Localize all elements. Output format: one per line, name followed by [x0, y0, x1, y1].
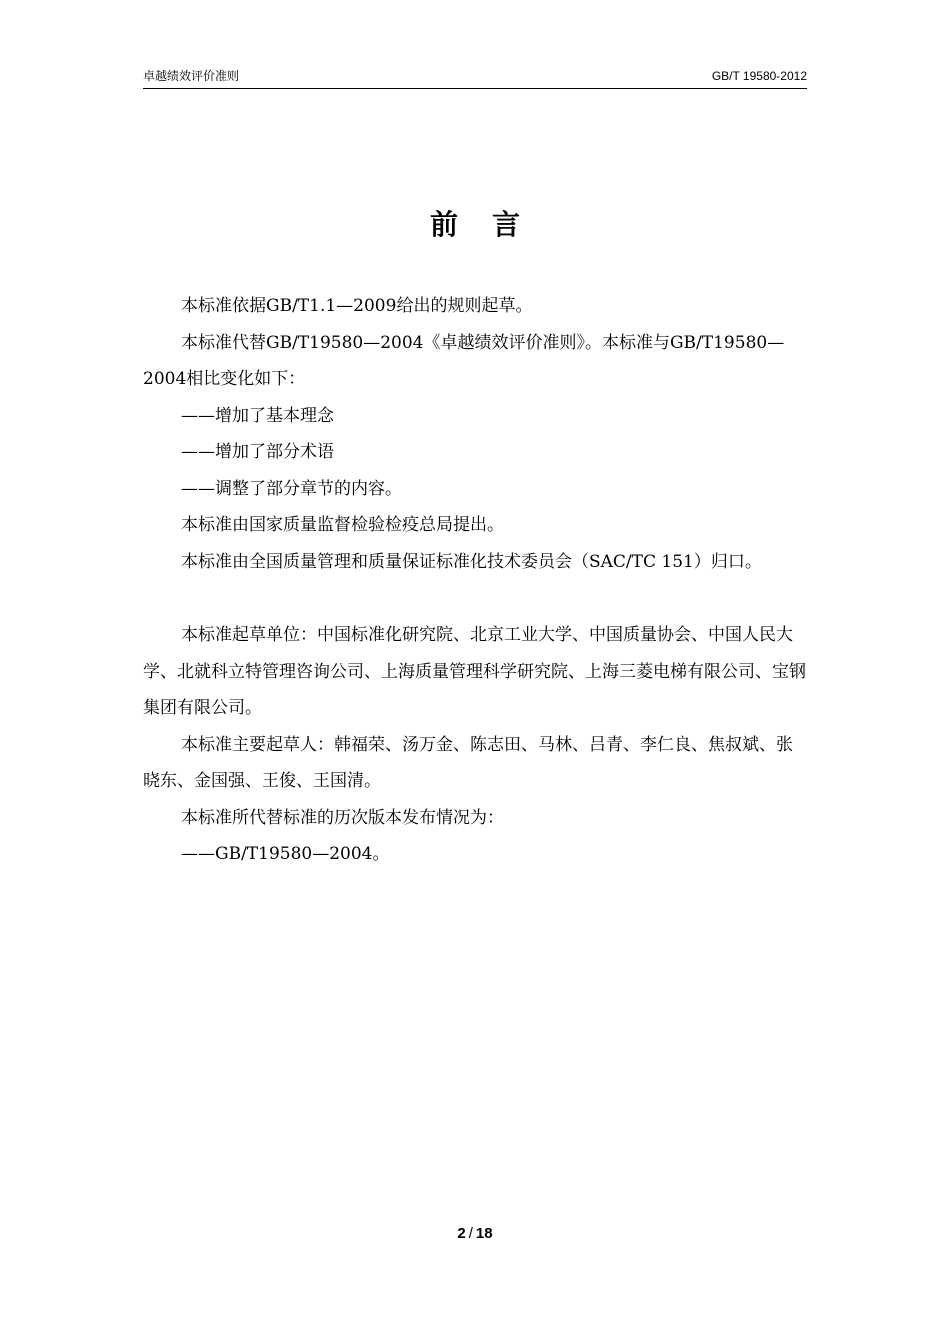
header-document-title: 卓越绩效评价准则	[143, 69, 240, 83]
page-header	[143, 68, 807, 89]
paragraph-drafting-units: 本标准起草单位：中国标准化研究院、北京工业大学、中国质量协会、中国人民大学、北就科立特管理咨询公司、上海质量管理科学研究院、上海三菱电梯有限公司、宝钢集团有限公司。	[143, 625, 806, 718]
paragraph-replaces-standard: 本标准代替GB/T19580—2004《卓越绩效评价准则》。本标准与GB/T19580—2004相比变化如下：	[143, 332, 785, 389]
current-page-number: 2	[457, 1225, 466, 1242]
paragraph-drafting-rules: 本标准依据GB/T1.1—2009给出的规则起草。	[181, 296, 533, 316]
paragraph-previous-editions: 本标准所代替标准的历次版本发布情况为：	[181, 807, 504, 828]
page-number	[0, 1225, 950, 1242]
paragraph-centralized-by: 本标准由全国质量管理和质量保证标准化技术委员会（SAC/TC 151）归口。	[181, 551, 762, 572]
paragraph-proposed-by: 本标准由国家质量监督检验检疫总局提出。	[181, 515, 504, 535]
page-number-separator: /	[468, 1225, 473, 1242]
paragraph-main-drafters: 本标准主要起草人：韩福荣、汤万金、陈志田、马林、吕青、李仁良、焦叔斌、张晓东、金国强、王俊、王国清。	[143, 734, 793, 791]
header-standard-number: GB/T 19580-2012	[711, 69, 807, 83]
previous-edition-item: ——GB/T19580—2004。	[181, 844, 390, 864]
foreword-body-part-1	[143, 288, 807, 580]
total-page-count: 18	[475, 1225, 493, 1242]
section-title: 前言	[429, 208, 554, 241]
change-item: ——增加了部分术语	[181, 442, 334, 462]
foreword-body-part-2	[143, 617, 807, 873]
change-item: ——增加了基本理念	[181, 405, 334, 426]
change-item: ——调整了部分章节的内容。	[181, 478, 402, 499]
